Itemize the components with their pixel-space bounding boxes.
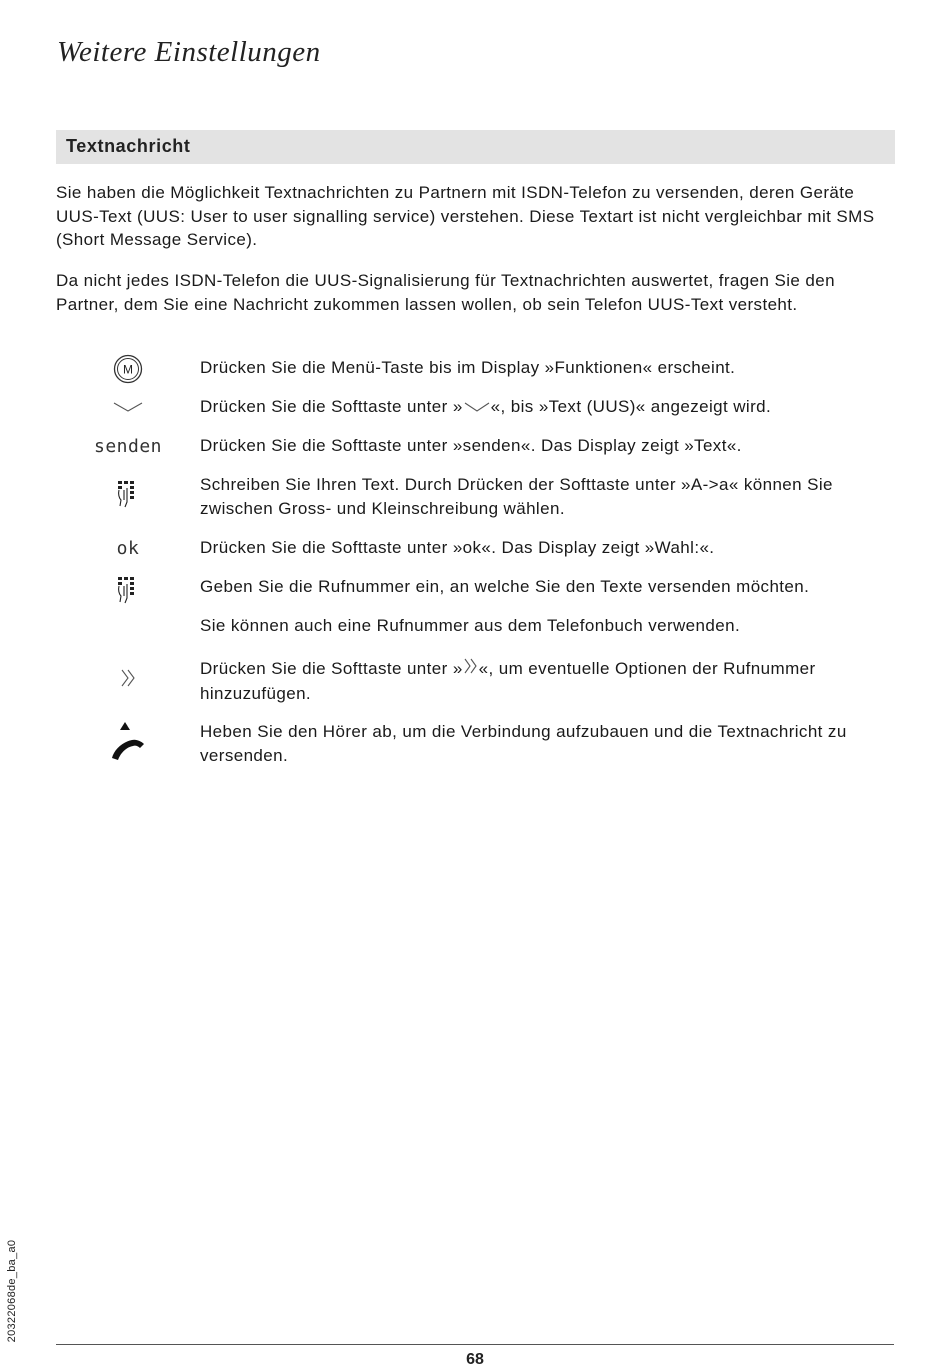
menu-key-label: M: [123, 362, 133, 377]
keypad-hand-icon: [80, 477, 176, 511]
step-down-text: [200, 395, 900, 420]
document-code: 20322068de_ba_a0: [6, 1239, 18, 1343]
step-down-text-after: «, bis »Text (UUS)« angezeigt wird.: [490, 397, 772, 416]
step-phonebook-text: Sie können auch eine Rufnummer aus dem Telefonbuch verwenden.: [200, 616, 741, 635]
step-handset-text: Heben Sie den Hörer ab, um die Verbindung aufzubauen und die Textnachricht zu versenden.: [200, 722, 847, 765]
step-options-text-before: Drücken Sie die Softtaste unter »: [200, 659, 463, 678]
double-chevron-right-icon: [80, 665, 176, 691]
intro-paragraph-2: Da nicht jedes ISDN-Telefon die UUS-Signalisierung für Textnachrichten auswertet, fragen Sie den Partner, dem Sie eine Nachricht zukommen lassen wollen, ob sein Telefon UUS-Text versteht.: [56, 271, 835, 314]
lift-handset-icon: [80, 720, 176, 764]
step-menu-text: Drücken Sie die Menü-Taste bis im Display »Funktionen« erscheint.: [200, 358, 736, 377]
display-label-senden: senden: [93, 435, 163, 457]
section-title: Textnachricht: [66, 136, 191, 156]
step-write-text: Schreiben Sie Ihren Text. Durch Drücken der Softtaste unter »A->a« können Sie zwischen Gross- und Kleinschreibung wählen.: [200, 475, 833, 518]
step-options-text-after: «, um eventuelle Optionen der Rufnummer hinzuzufügen.: [200, 659, 816, 704]
page-number: 68: [466, 1351, 484, 1368]
step-ok-text: Drücken Sie die Softtaste unter »ok«. Das Display zeigt »Wahl:«.: [200, 538, 715, 557]
step-down-text-before: Drücken Sie die Softtaste unter »: [200, 397, 463, 416]
footer-divider: [56, 1344, 894, 1345]
chapter-title: Weitere Einstellungen: [57, 36, 321, 68]
display-label-ok: ok: [116, 537, 140, 559]
step-options-text: [200, 657, 900, 706]
menu-key-icon: [80, 356, 176, 382]
intro-paragraph-1: Sie haben die Möglichkeit Textnachrichten zu Partnern mit ISDN-Telefon zu versenden, deren Geräte UUS-Text (UUS: User to user signalling service) verstehen. Diese Textart ist nicht vergleichbar mit SMS (Short Message Service).: [56, 183, 875, 249]
chevron-down-icon: [463, 396, 491, 420]
step-senden-text: Drücken Sie die Softtaste unter »senden«. Das Display zeigt »Text«.: [200, 436, 742, 455]
keypad-hand-icon: [80, 573, 176, 607]
step-number-text: Geben Sie die Rufnummer ein, an welche Sie den Texte versenden möchten.: [200, 577, 810, 596]
chevron-down-icon: [80, 397, 176, 417]
double-chevron-right-icon: [463, 657, 479, 682]
section-header: [56, 130, 895, 164]
